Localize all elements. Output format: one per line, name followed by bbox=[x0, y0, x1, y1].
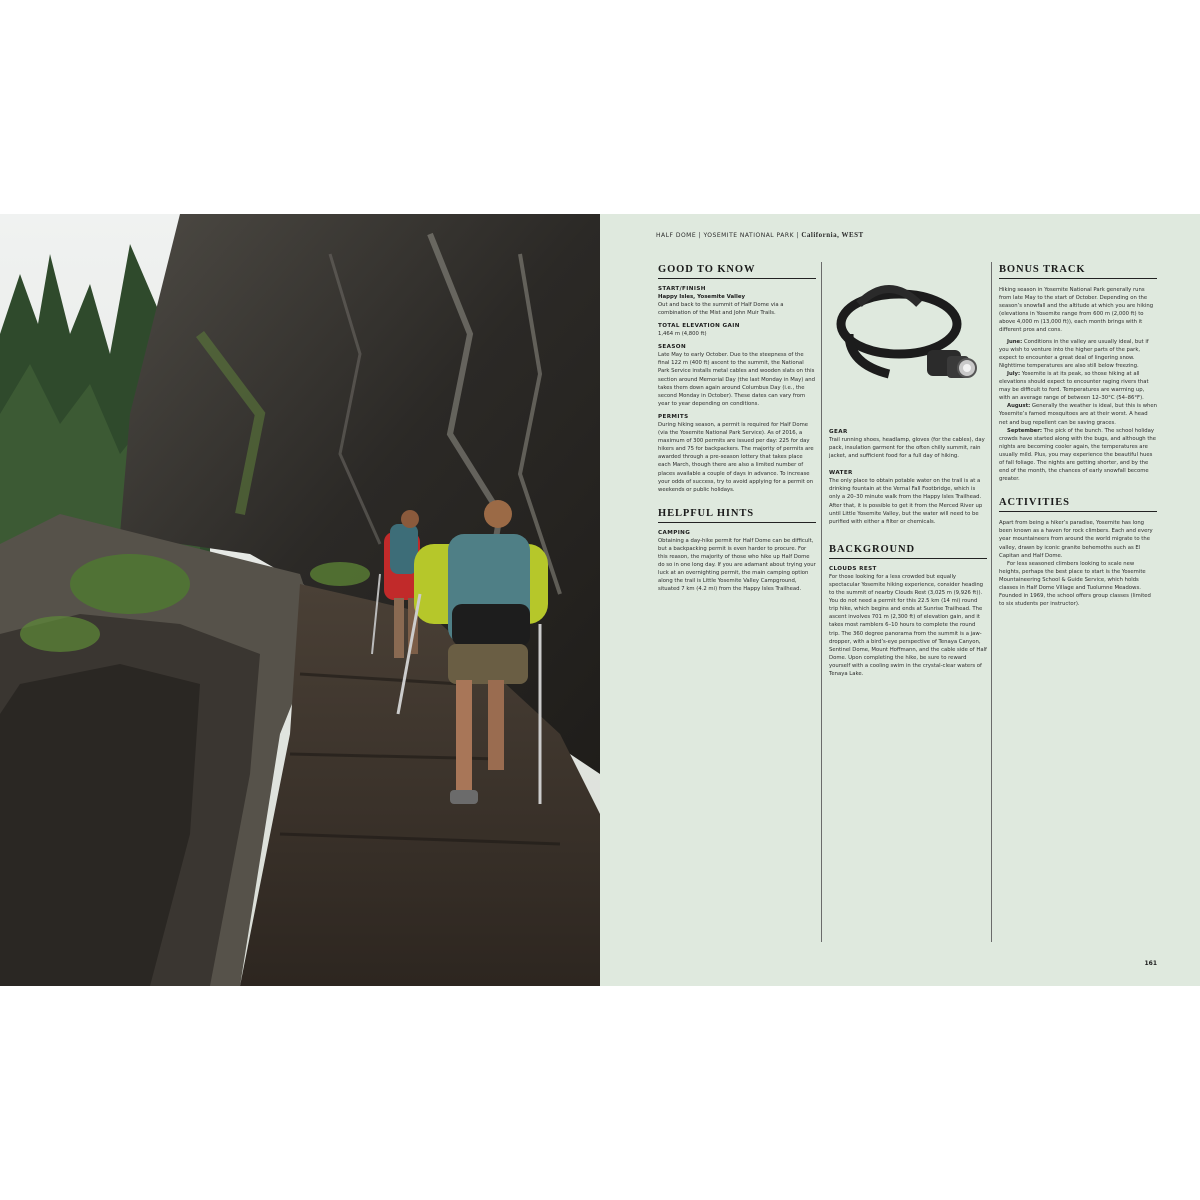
hikers-trail-photo bbox=[0, 214, 600, 986]
bonus-text: Hiking season in Yosemite National Park generally runs from late May to the start of October. Depending on the season’s snowfall and the altitude at which you are hiking (elevations in Yosemite range from 600 m (2,000 ft) to above 4,000 m (13,000 ft)), each month brings with it different pros and cons. bbox=[999, 287, 1154, 334]
september-text: The pick of the bunch. The school holiday crowds have started along with the bugs, and although the nights are becoming cooler again, the temperatures are usually mild. Plus, you may experience the beautiful hues of fall foliage. The nights are getting shorter, and by the end of the month, the chances of early snowfall become greater. bbox=[999, 427, 1157, 483]
subheading-water: WATER bbox=[829, 470, 853, 477]
heading-good-to-know: GOOD TO KNOW bbox=[658, 264, 816, 279]
column-1 bbox=[658, 264, 816, 593]
subheading-start-finish: START/FINISH bbox=[658, 286, 706, 292]
subheading-permits: PERMITS bbox=[658, 413, 689, 420]
july-paragraph bbox=[999, 370, 1157, 402]
activities-text-2: For less seasoned climbers looking to scale new heights, perhaps the best place to start is the Yosemite Mountaineering School & Guide Service, which holds classes in Half Dome Village and Tuolumne Meadows. Founded in 1969, the school offers group classes (limited to six students per instructor). bbox=[999, 560, 1151, 608]
heading-activities: ACTIVITIES bbox=[999, 497, 1157, 512]
water-text: The only place to obtain potable water on the trail is at a drinking fountain at the Vernal Fall Footbridge, which is only a 20–30 minute walk from the Happy Isles Trailhead. After that, it is possible to get it from the Merced River up until Little Yosemite Valley, but the water will need to be purified with either a filter or chemicals. bbox=[829, 478, 983, 525]
headlamp-image bbox=[829, 264, 987, 414]
august-label: August: bbox=[1007, 403, 1031, 410]
heading-bonus-track: BONUS TRACK bbox=[999, 264, 1157, 279]
running-head bbox=[656, 231, 864, 239]
june-text: Conditions in the valley are usually ideal, but if you wish to venture into the higher parts of the park, expect to encounter a great deal of lingering snow. Nighttime temperatures are also still below freezing. bbox=[999, 338, 1149, 369]
start-location: Happy Isles, Yosemite Valley bbox=[658, 294, 746, 300]
column-divider-1 bbox=[821, 262, 822, 942]
start-text: Out and back to the summit of Half Dome via a combination of the Mist and John Muir Trails. bbox=[658, 302, 784, 317]
running-head-location: HALF DOME | YOSEMITE NATIONAL PARK | bbox=[656, 232, 802, 239]
page-number: 161 bbox=[1144, 960, 1157, 967]
august-text: Generally the weather is ideal, but this is when Yosemite’s famed mosquitoes are at their worst. A head net and bug repellent can be saving graces. bbox=[999, 403, 1158, 426]
season-text: Late May to early October. Due to the steepness of the final 122 m (400 ft) ascent to the summit, the National Park Service installs metal cables and wooden slats on this section around Memorial Day (the last Monday in May) and takes them down again around Columbus Day (i.e., the second Monday in October). These dates can vary from year to year depending on conditions. bbox=[658, 352, 815, 407]
book-spread bbox=[0, 214, 1200, 986]
column-divider-2 bbox=[991, 262, 992, 942]
permits-text: During hiking season, a permit is required for Half Dome (via the Yosemite National Park Service). As of 2016, a maximum of 300 permits are issued per day: 225 for day hikers and 75 for backpackers. The majority of permits are awarded through a pre-season lottery that takes place each March, though there are also a limited number of places available a couple of days in advance. To increase your odds of success, try to avoid applying for a permit on weekends or public holidays. bbox=[658, 421, 814, 493]
clouds-rest-text: For those looking for a less crowded but equally spectacular Yosemite hiking experience, consider heading to the summit of nearby Clouds Rest (3,025 m (9,926 ft)). You do not need a permit for this 22.5 km (14 mi) round trip hike, which begins and ends at Sunrise Trailhead. The ascent involves 701 m (2,300 ft) of elevation gain, and it takes most ramblers 6–10 hours to complete the round trip. The 360 degree panorama from the summit is a jaw-dropper, with a bird’s-eye perspective of Tenaya Canyon, Sentinel Dome, Mount Hoffmann, and the cable side of Half Dome. Upon completing the hike, be sure to reward yourself with a cooling swim in the crystal-clear waters of Tenaya Lake. bbox=[829, 573, 987, 677]
activities-text-1: Apart from being a hiker’s paradise, Yosemite has long been known as a haven for rock climbers. Each and every year mountaineers from around the world migrate to the valley, drawn by iconic granite behemoths such as El Capitan and Half Dome. bbox=[999, 520, 1153, 559]
gear-text: Trail running shoes, headlamp, gloves (for the cables), day pack, insulation garment for the often chilly summit, rain jacket, and sufficient food for a full day of hiking. bbox=[829, 437, 985, 460]
trail-photo-illustration bbox=[0, 214, 600, 986]
subheading-season: SEASON bbox=[658, 344, 687, 351]
column-3 bbox=[999, 264, 1157, 608]
subheading-camping: CAMPING bbox=[658, 529, 691, 536]
subheading-clouds-rest: CLOUDS REST bbox=[829, 565, 877, 572]
september-paragraph bbox=[999, 427, 1157, 484]
text-page bbox=[600, 214, 1200, 986]
elevation-text: 1,464 m (4,800 ft) bbox=[658, 331, 707, 338]
august-paragraph bbox=[999, 402, 1157, 426]
july-text: Yosemite is at its peak, so those hiking at all elevations should expect to encounter raging rivers that may be difficult to ford. Temperatures are warming up, with an average range of between 12–30°C (54–86°F). bbox=[999, 370, 1149, 402]
june-label: June: bbox=[1007, 338, 1023, 345]
september-label: September: bbox=[1007, 427, 1042, 434]
heading-background: BACKGROUND bbox=[829, 544, 987, 559]
heading-helpful-hints: HELPFUL HINTS bbox=[658, 508, 816, 523]
column-2 bbox=[829, 264, 987, 678]
subheading-elevation: TOTAL ELEVATION GAIN bbox=[658, 323, 740, 330]
camping-text: Obtaining a day-hike permit for Half Dome can be difficult, but a backpacking permit is even harder to procure. For this reason, the majority of those who hike up Half Dome do so in one long day. If you are adamant about trying your luck at an overnighting permit, the main camping option along the trail is Little Yosemite Valley Campground, situated 7 km (4.2 mi) from the Happy Isles Trailhead. bbox=[658, 537, 816, 593]
running-head-region: California, WEST bbox=[801, 231, 864, 239]
july-label: July: bbox=[1007, 370, 1021, 377]
june-paragraph bbox=[999, 338, 1157, 370]
subheading-gear: GEAR bbox=[829, 429, 848, 435]
